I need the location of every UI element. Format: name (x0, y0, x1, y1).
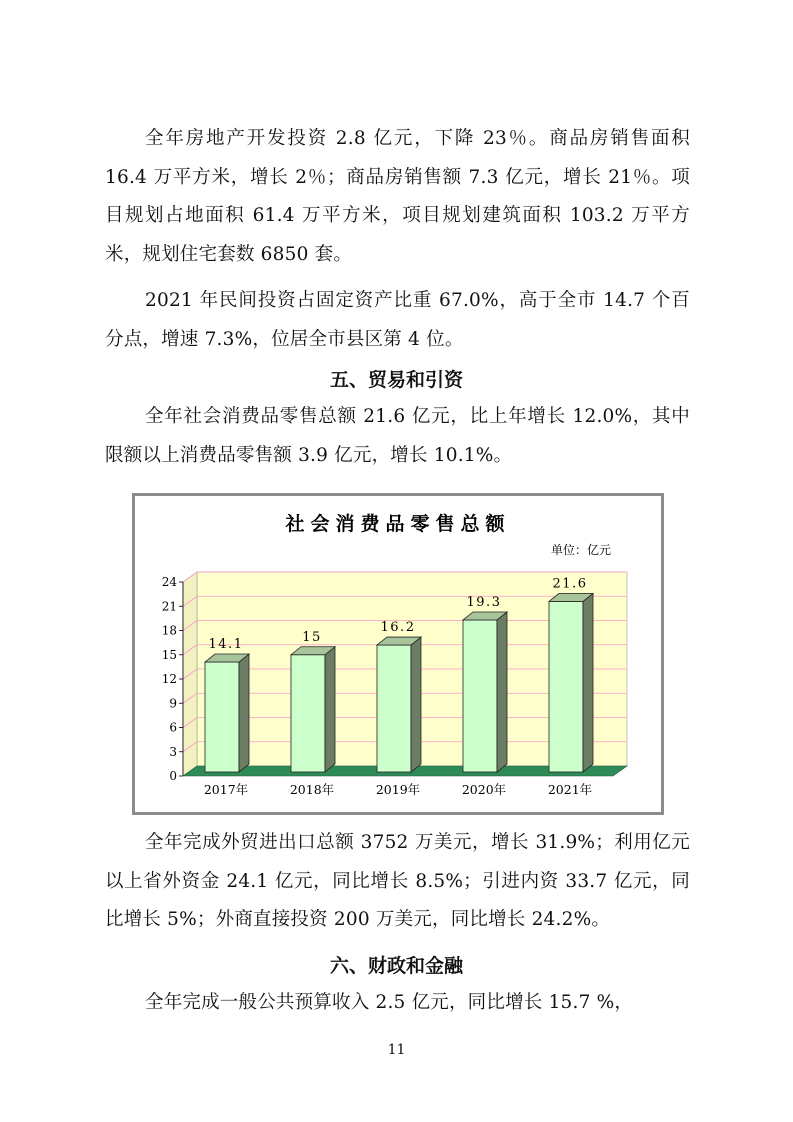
bar (549, 601, 583, 772)
y-tick-label: 15 (161, 647, 177, 662)
paragraph-real-estate: 全年房地产开发投资 2.8 亿元，下降 23％。商品房销售面积 16.4 万平方米，增长 2％；商品房销售额 7.3 亿元，增长 21％。项目规划占地面积 61.4 万平方米，项目规划建筑面积 103.2 万平方米，规划住宅套数 6850 套。 (105, 128, 690, 265)
data-label: 19.3 (466, 594, 502, 610)
bar-side (411, 637, 421, 772)
chart-title: 社会消费品零售总额 (285, 513, 511, 535)
bar (377, 645, 411, 772)
chart-unit-label: 单位：亿元 (550, 543, 611, 557)
bar-side (325, 647, 335, 772)
x-tick-label: 2018年 (289, 782, 335, 797)
section-heading-trade: 五、贸易和引资 (329, 369, 463, 391)
data-label: 16.2 (380, 620, 416, 636)
paragraph-retail-sales: 全年社会消费品零售总额 21.6 亿元，比上年增长 12.0%，其中限额以上消费品零售额 3.9 亿元，增长 10.1%。 (105, 406, 690, 466)
data-label: 15 (302, 629, 322, 645)
y-tick-label: 24 (161, 575, 177, 589)
paragraph-foreign-trade: 全年完成外贸进出口总额 3752 万美元，增长 31.9%；利用亿元以上省外资金 24.1 亿元，同比增长 8.5%；引进内资 33.7 亿元，同比增长 5%；外商直接投资 200 万美元，同比增长 24.2%。 (105, 832, 690, 930)
x-tick-label: 2021年 (547, 782, 593, 797)
data-label: 21.6 (552, 576, 588, 592)
data-label: 14.1 (208, 637, 244, 653)
x-tick-label: 2020年 (461, 782, 507, 797)
retail-sales-chart (132, 493, 664, 815)
page-number: 11 (387, 1042, 406, 1058)
bar-side (239, 654, 249, 772)
bar (291, 655, 325, 772)
x-tick-label: 2017年 (203, 782, 249, 797)
paragraph-private-investment: 2021 年民间投资占固定资产比重 67.0%，高于全市 14.7 个百分点，增速 7.3%，位居全市县区第 4 位。 (105, 290, 690, 350)
x-tick-label: 2019年 (375, 782, 421, 797)
y-tick-label: 21 (161, 599, 177, 614)
chart-canvas (135, 496, 661, 812)
y-tick-label: 3 (169, 744, 177, 759)
y-tick-label: 0 (169, 769, 177, 783)
bar-side (497, 612, 507, 772)
y-tick-label: 6 (169, 720, 177, 735)
section-heading-finance: 六、财政和金融 (329, 955, 463, 977)
bar (205, 662, 239, 772)
bar (463, 620, 497, 772)
y-tick-label: 9 (169, 696, 177, 711)
paragraph-public-budget: 全年完成一般公共预算收入 2.5 亿元，同比增长 15.7 %， (145, 992, 634, 1013)
chart-plot-area (162, 572, 627, 797)
bar-side (583, 593, 593, 772)
y-tick-label: 12 (161, 672, 177, 686)
y-tick-label: 18 (161, 623, 177, 638)
